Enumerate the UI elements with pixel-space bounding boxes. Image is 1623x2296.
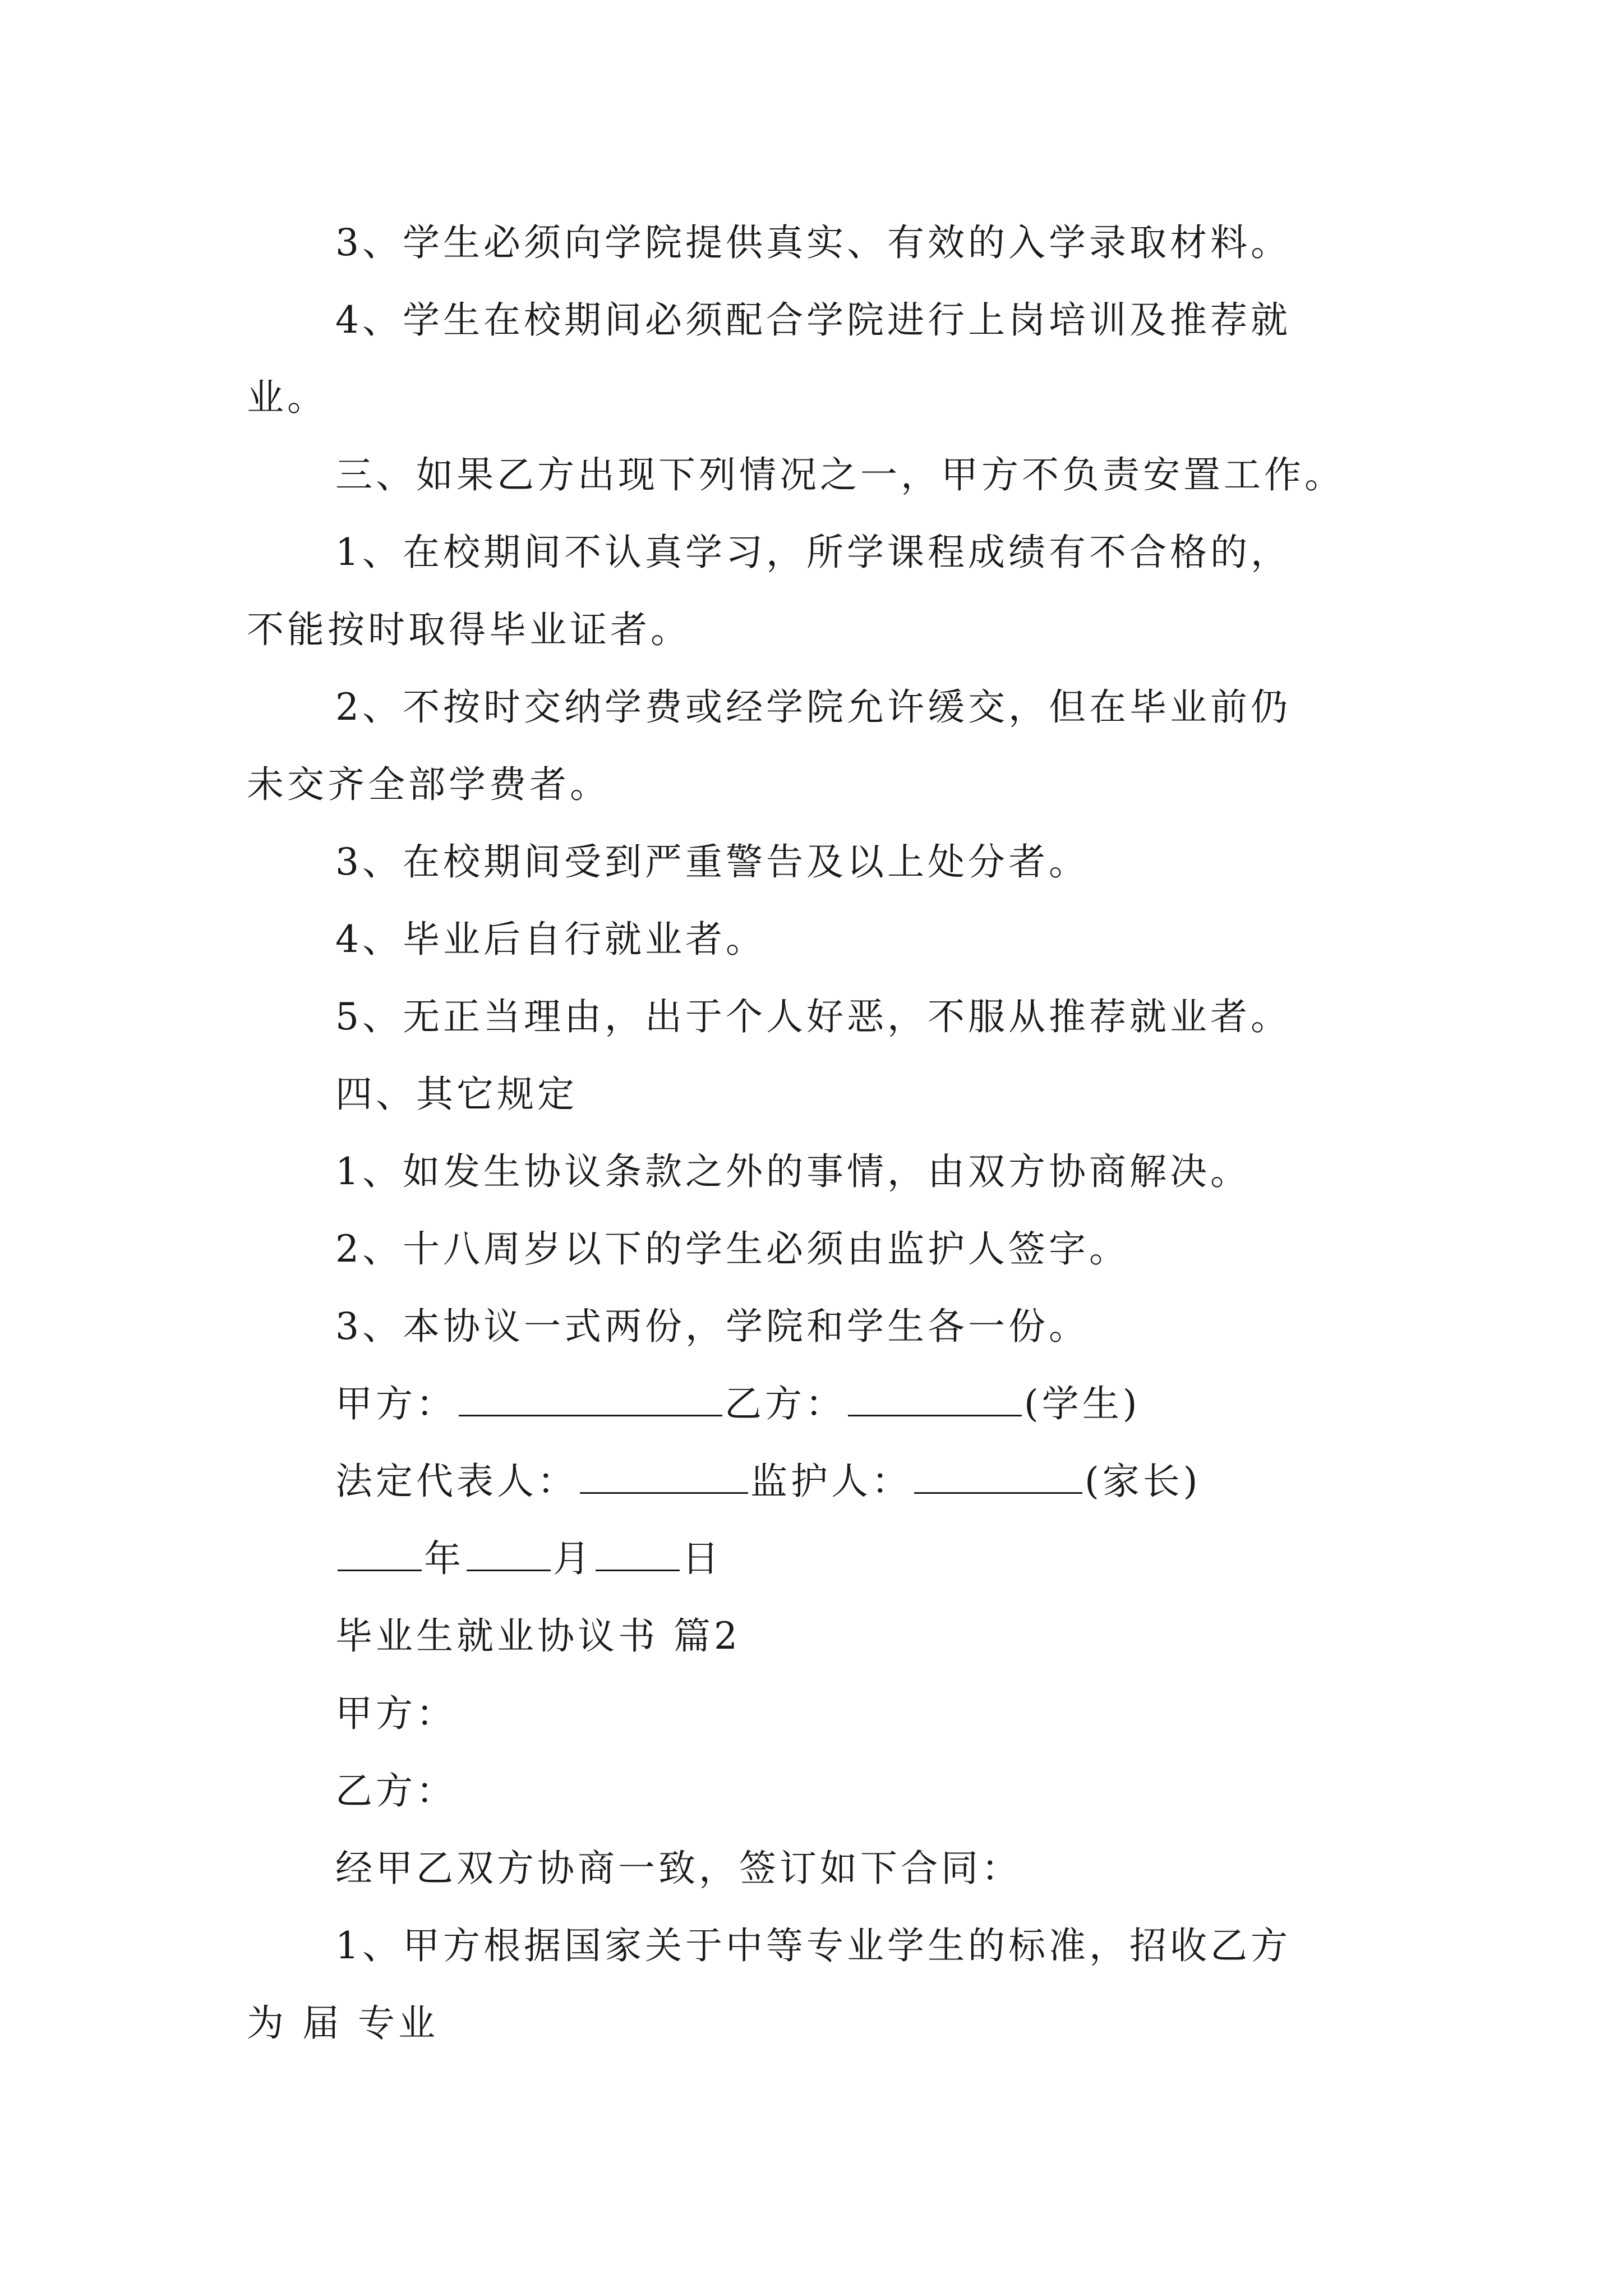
section-title: 毕业生就业协议书 篇2 bbox=[335, 1614, 741, 1658]
date-line bbox=[335, 1537, 722, 1580]
text-line: 未交齐全部学费者。 bbox=[247, 763, 610, 806]
parent-note: (家长) bbox=[1085, 1460, 1201, 1503]
legal-rep-blank[interactable] bbox=[580, 1492, 748, 1494]
party-b-label: 乙方： bbox=[725, 1382, 846, 1425]
month-blank[interactable] bbox=[467, 1569, 551, 1571]
text-line: 1、如发生协议条款之外的事情，由双方协商解决。 bbox=[335, 1150, 1251, 1193]
year-blank[interactable] bbox=[338, 1569, 422, 1571]
party-b-blank[interactable] bbox=[848, 1414, 1022, 1416]
year-label: 年 bbox=[424, 1537, 464, 1580]
guardian-label: 监护人： bbox=[750, 1460, 912, 1503]
day-blank[interactable] bbox=[596, 1569, 680, 1571]
text-line: 为 届 专业 bbox=[247, 2001, 439, 2045]
text-line: 经甲乙双方协商一致，签订如下合同： bbox=[335, 1847, 1022, 1890]
text-line: 3、在校期间受到严重警告及以上处分者。 bbox=[335, 840, 1089, 884]
text-line: 4、毕业后自行就业者。 bbox=[335, 918, 766, 961]
party-a-label: 甲方： bbox=[335, 1382, 457, 1425]
text-line: 3、本协议一式两份，学院和学生各一份。 bbox=[335, 1305, 1089, 1348]
text-line: 业。 bbox=[247, 376, 328, 419]
text-line: 2、不按时交纳学费或经学院允许缓交，但在毕业前仍 bbox=[335, 685, 1291, 729]
text-line: 1、在校期间不认真学习，所学课程成绩有不合格的， bbox=[335, 531, 1291, 574]
party-b-line: 乙方： bbox=[335, 1769, 457, 1812]
day-label: 日 bbox=[682, 1537, 722, 1580]
text-line: 5、无正当理由，出于个人好恶，不服从推荐就业者。 bbox=[335, 995, 1291, 1038]
party-a-line: 甲方： bbox=[335, 1692, 457, 1735]
signature-line-representatives bbox=[335, 1460, 1201, 1503]
month-label: 月 bbox=[553, 1537, 593, 1580]
signature-line-parties bbox=[335, 1382, 1141, 1425]
legal-rep-label: 法定代表人： bbox=[335, 1460, 578, 1503]
text-line: 3、学生必须向学院提供真实、有效的入学录取材料。 bbox=[335, 221, 1291, 264]
section-heading: 三、如果乙方出现下列情况之一，甲方不负责安置工作。 bbox=[335, 453, 1345, 496]
text-line: 2、十八周岁以下的学生必须由监护人签字。 bbox=[335, 1227, 1129, 1271]
section-heading: 四、其它规定 bbox=[335, 1073, 578, 1116]
party-a-blank[interactable] bbox=[459, 1414, 722, 1416]
student-note: (学生) bbox=[1024, 1382, 1141, 1425]
text-line: 不能按时取得毕业证者。 bbox=[247, 608, 691, 651]
text-line: 1、甲方根据国家关于中等专业学生的标准，招收乙方 bbox=[335, 1924, 1291, 1967]
text-line: 4、学生在校期间必须配合学院进行上岗培训及推荐就 bbox=[335, 298, 1291, 342]
guardian-blank[interactable] bbox=[914, 1492, 1082, 1494]
